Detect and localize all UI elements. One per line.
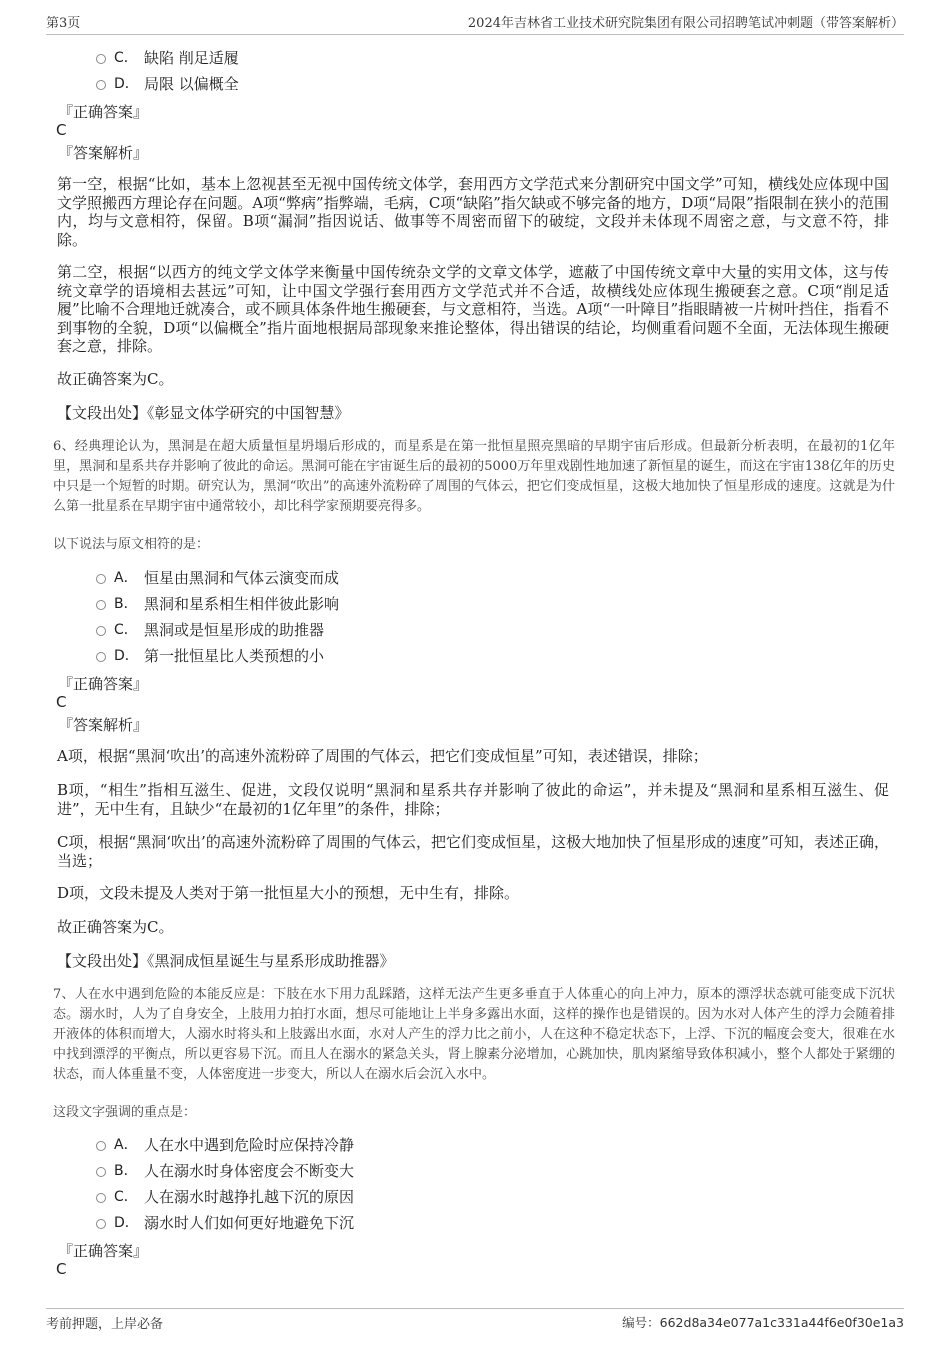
analysis-conclusion: 故正确答案为C。 [57, 370, 174, 388]
page-number: 第3页 [46, 16, 81, 31]
radio-icon[interactable] [96, 1193, 106, 1203]
q6-option-c[interactable]: C． 黑洞或是恒星形成的助推器 [96, 619, 324, 639]
source-citation: 【文段出处】《黑洞成恒星诞生与星系形成助推器》 [57, 952, 395, 970]
answer-value: C [56, 1260, 67, 1278]
answer-value: C [56, 693, 67, 711]
q6-option-b[interactable]: B． 黑洞和星系相生相伴彼此影响 [96, 593, 339, 613]
radio-icon[interactable] [96, 54, 106, 64]
answer-label: 『正确答案』 [58, 675, 149, 693]
answer-label: 『正确答案』 [58, 1242, 149, 1260]
radio-icon[interactable] [96, 1219, 106, 1229]
q6-option-d[interactable]: D． 第一批恒星比人类预想的小 [96, 645, 324, 665]
source-citation: 【文段出处】《彰显文体学研究的中国智慧》 [57, 404, 350, 422]
radio-icon[interactable] [96, 574, 106, 584]
analysis-paragraph: 第一空，根据“比如，基本上忽视甚至无视中国传统文体学，套用西方文学范式来分割研究中国文学”可知，横线处应体现中国文学照搬西方理论存在问题。A项“弊病”指弊端，毛病，C项“缺陷”指欠缺或不够完备的地方，D项“局限”指限制在狭小的范围内，均与文意相符，保留。B项“漏洞”指因说话、做事等不周密而留下的破绽，文段并未体现不周密之意，与文意不符，排除。 [57, 175, 889, 249]
q7-option-a[interactable]: A． 人在水中遇到危险时应保持冷静 [96, 1134, 354, 1154]
analysis-paragraph: D项，文段未提及人类对于第一批恒星大小的预想，无中生有，排除。 [57, 884, 520, 902]
q5-option-d[interactable]: D． 局限 以偏概全 [96, 73, 239, 93]
question-prompt: 这段文字强调的重点是： [53, 1105, 197, 1120]
question-text: 7、人在水中遇到危险的本能反应是：下肢在水下用力乱踩踏，这样无法产生更多垂直于人体重心的向上冲力，原本的漂浮状态就可能变成下沉状态。溺水时，人为了自身安全，上肢用力拍打水面，想尽可能地让上半身多露出水面，这样的操作也是错误的。因为水对人体产生的浮力会随着排开液体的体积而增大，人溺水时将头和上肢露出水面，水对人产生的浮力比之前小，人在这种不稳定状态下，上浮、下沉的幅度会变大，很难在水中找到漂浮的平衡点，所以更容易下沉。而且人在溺水的紧急关头，肾上腺素分泌增加，心跳加快，肌肉紧缩导致体积减小，整个人都处于紧绷的状态，而人体重量不变，人体密度进一步变大，所以人在溺水后会沉入水中。 [53, 987, 895, 1082]
page-footer [46, 1308, 904, 1332]
analysis-conclusion: 故正确答案为C。 [57, 918, 174, 936]
page-header [46, 12, 904, 35]
question-prompt: 以下说法与原文相符的是： [53, 537, 210, 552]
question-text: 6、经典理论认为，黑洞是在超大质量恒星坍塌后形成的，而星系是在第一批恒星照亮黑暗的早期宇宙后形成。但最新分析表明，在最初的1亿年里，黑洞和星系共存并影响了彼此的命运。黑洞可能在宇宙诞生后的最初的5000万年里戏剧性地加速了新恒星的诞生，而这在宇宙138亿年的历史中只是一个短暂的时期。研究认为，黑洞“吹出”的高速外流粉碎了周围的气体云，把它们变成恒星，这极大地加快了恒星形成的速度。这就是为什么第一批星系在早期宇宙中通常较小，却比科学家预期要亮得多。 [53, 439, 895, 514]
radio-icon[interactable] [96, 626, 106, 636]
answer-label: 『正确答案』 [58, 103, 149, 121]
radio-icon[interactable] [96, 652, 106, 662]
q6-option-a[interactable]: A． 恒星由黑洞和气体云演变而成 [96, 567, 339, 587]
radio-icon[interactable] [96, 1141, 106, 1151]
radio-icon[interactable] [96, 600, 106, 610]
document-title: 2024年吉林省工业技术研究院集团有限公司招聘笔试冲刺题（带答案解析） [467, 16, 904, 31]
analysis-label: 『答案解析』 [58, 716, 149, 734]
q5-option-c[interactable]: C． 缺陷 削足适履 [96, 47, 239, 67]
radio-icon[interactable] [96, 80, 106, 90]
footer-slogan: 考前押题，上岸必备 [46, 1317, 164, 1332]
radio-icon[interactable] [96, 1167, 106, 1177]
document-code: 编号：662d8a34e077a1c331a44f6e0f30e1a3 [622, 1315, 904, 1330]
analysis-paragraph: C项，根据“黑洞‘吹出’的高速外流粉碎了周围的气体云，把它们变成恒星，这极大地加快了恒星形成的速度”可知，表述正确，当选； [57, 833, 889, 870]
answer-value: C [56, 121, 67, 139]
analysis-paragraph: A项，根据“黑洞‘吹出’的高速外流粉碎了周围的气体云，把它们变成恒星”可知，表述错误，排除； [57, 747, 708, 765]
q7-option-b[interactable]: B． 人在溺水时身体密度会不断变大 [96, 1160, 354, 1180]
analysis-paragraph: B项，“相生”指相互滋生、促进，文段仅说明“黑洞和星系共存并影响了彼此的命运”，并未提及“黑洞和星系相互滋生、促进”，无中生有，且缺少“在最初的1亿年里”的条件，排除； [57, 781, 889, 818]
analysis-label: 『答案解析』 [58, 144, 149, 162]
q7-option-c[interactable]: C． 人在溺水时越挣扎越下沉的原因 [96, 1186, 354, 1206]
analysis-paragraph: 第二空，根据“以西方的纯文学文体学来衡量中国传统杂文学的文章文体学，遮蔽了中国传统文章中大量的实用文体，这与传统文章学的语境相去甚远”可知，让中国文学强行套用西方文学范式并不合适，故横线处应体现生搬硬套之意。C项“削足适履”比喻不合理地迁就凑合，或不顾具体条件地生搬硬套，与文意相符，当选。A项“一叶障目”指眼睛被一片树叶挡住，指看不到事物的全貌，D项“以偏概全”指片面地根据局部现象来推论整体，得出错误的结论，均侧重看问题不全面，无法体现生搬硬套之意，排除。 [57, 263, 889, 355]
q7-option-d[interactable]: D． 溺水时人们如何更好地避免下沉 [96, 1212, 354, 1232]
